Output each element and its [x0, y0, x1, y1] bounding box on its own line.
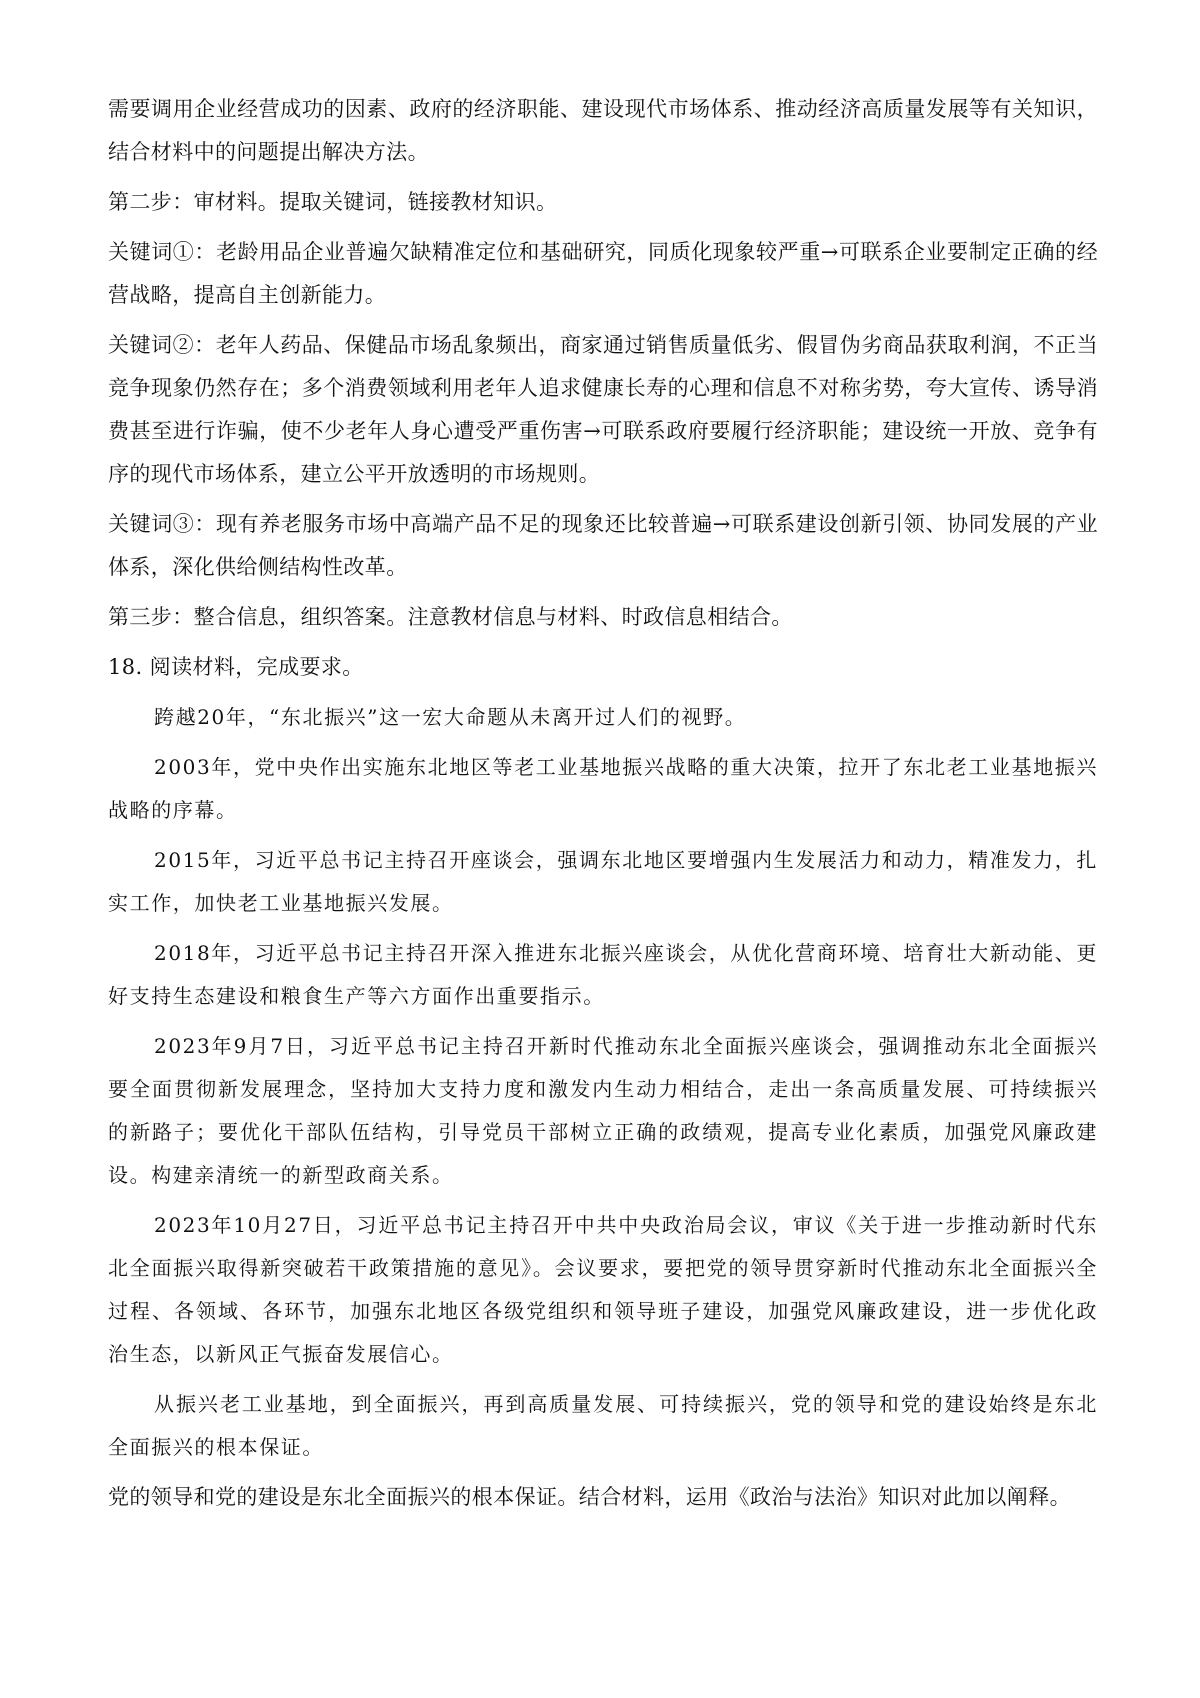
question-18-requirement: 党的领导和党的建设是东北全面振兴的根本保证。结合材料，运用《政治与法治》知识对此加以阐释。 [108, 1485, 1071, 1509]
material-paragraph: 从振兴老工业基地，到全面振兴，再到高质量发展、可持续振兴，党的领导和党的建设始终是东北全面振兴的根本保证。 [108, 1392, 1098, 1459]
document-page [108, 88, 1098, 1526]
analysis-keyword-1: 关键词①：老龄用品企业普遍欠缺精准定位和基础研究，同质化现象较严重→可联系企业要制定正确的经营战略，提高自主创新能力。 [108, 240, 1098, 307]
material-paragraph: 2023年10月27日，习近平总书记主持召开中共中央政治局会议，审议《关于进一步推动新时代东北全面振兴取得新突破若干政策措施的意见》。会议要求，要把党的领导贯穿新时代推动东北全面振兴全过程、各领域、各环节，加强东北地区各级党组织和领导班子建设，加强党风廉政建设，进一步优化政治生态，以新风正气振奋发展信心。 [108, 1213, 1098, 1366]
material-paragraph: 2018年，习近平总书记主持召开深入推进东北振兴座谈会，从优化营商环境、培育壮大新动能、更好支持生态建设和粮食生产等六方面作出重要指示。 [108, 941, 1098, 1008]
question-18-stem: 18. 阅读材料，完成要求。 [108, 655, 364, 679]
material-paragraph: 2003年，党中央作出实施东北地区等老工业基地振兴战略的重大决策，拉开了东北老工业基地振兴战略的序幕。 [108, 755, 1098, 822]
material-paragraph: 跨越20年，“东北振兴”这一宏大命题从未离开过人们的视野。 [154, 705, 747, 729]
question-18-material [108, 696, 1098, 1469]
material-paragraph: 2023年9月7日，习近平总书记主持召开新时代推动东北全面振兴座谈会，强调推动东北全面振兴要全面贯彻新发展理念，坚持加大支持力度和激发内生动力相结合，走出一条高质量发展、可持续振兴的新路子；要优化干部队伍结构，引导党员干部树立正确的政绩观，提高专业化素质，加强党风廉政建设。构建亲清统一的新型政商关系。 [108, 1034, 1098, 1187]
analysis-step2: 第二步：审材料。提取关键词，链接教材知识。 [108, 190, 558, 214]
material-paragraph: 2015年，习近平总书记主持召开座谈会，强调东北地区要增强内生发展活力和动力，精准发力，扎实工作，加快老工业基地振兴发展。 [108, 848, 1098, 915]
analysis-step3: 第三步：整合信息，组织答案。注意教材信息与材料、时政信息相结合。 [108, 605, 793, 629]
analysis-intro: 需要调用企业经营成功的因素、政府的经济职能、建设现代市场体系、推动经济高质量发展等有关知识，结合材料中的问题提出解决方法。 [108, 97, 1098, 164]
analysis-keyword-2: 关键词②：老年人药品、保健品市场乱象频出，商家通过销售质量低劣、假冒伪劣商品获取利润，不正当竞争现象仍然存在；多个消费领域利用老年人追求健康长寿的心理和信息不对称劣势，夸大宣传、诱导消费甚至进行诈骗，使不少老年人身心遭受严重伤害→可联系政府要履行经济职能；建设统一开放、竞争有序的现代市场体系，建立公平开放透明的市场规则。 [108, 333, 1098, 486]
analysis-keyword-3: 关键词③：现有养老服务市场中高端产品不足的现象还比较普遍→可联系建设创新引领、协同发展的产业体系，深化供给侧结构性改革。 [108, 512, 1098, 579]
